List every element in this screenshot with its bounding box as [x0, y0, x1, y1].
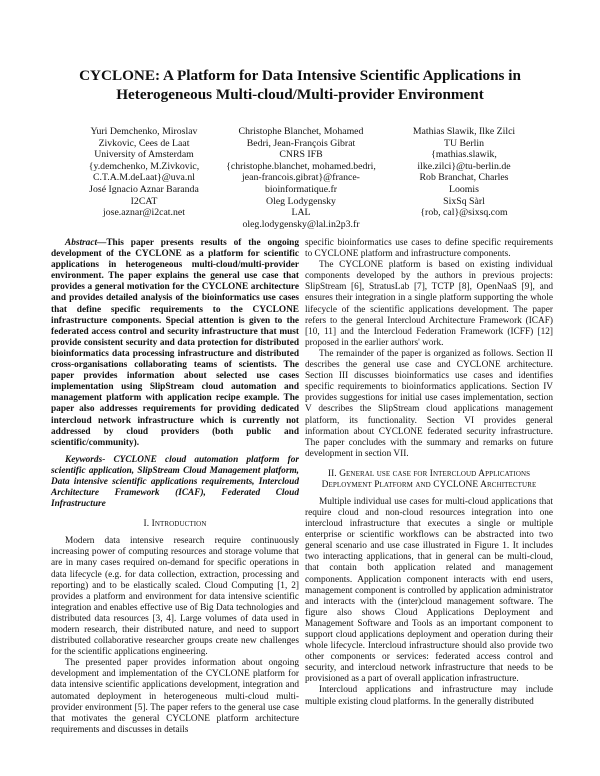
author-block-3 — [388, 126, 540, 219]
author-line: University of Amsterdam — [94, 149, 194, 161]
author-line: Zivkovic, Cees de Laat — [98, 137, 190, 149]
author-line: Loomis — [449, 183, 479, 195]
author-block-2 — [218, 126, 384, 230]
author-line: TU Berlin — [444, 137, 484, 149]
author-line: LAL — [291, 207, 311, 219]
abstract — [51, 238, 299, 449]
author-line: Oleg Lodygensky — [266, 195, 336, 207]
paper-title: CYCLONE: A Platform for Data Intensive Scientific Applications in Heterogeneous Multi-cloud/Multi-provider Environment — [79, 67, 521, 103]
section-heading: I. Introduction — [143, 519, 207, 530]
author-line: Bedri, Jean-François Gibrat — [246, 137, 356, 149]
author-line: {rob, cal}@sixsq.com — [420, 207, 508, 219]
right-column — [305, 238, 553, 708]
left-column — [51, 238, 299, 736]
author-line: bioinformatique.fr — [264, 183, 338, 195]
paragraph: Modern data intensive research require continuously increasing power of computing resources and storage volume that are in many cases required on-demand for specific operations in data lifecycle (e.g. for data collection, extraction, processing and reporting) and to be elastically scaled. Cloud Computing [1, 2] provides a platform and environment for data intensive scientific integration and enables effective use of Big Data technologies and distributed data resources [3, 4]. Large volumes of data used in modern research, their distributed nature, and need to support distributed collaborative researcher groups create new challenges for the scientific applications engineering. — [51, 536, 299, 658]
paragraph: The remainder of the paper is organized as follows. Section II describes the general use case and CYCLONE architecture. Section III discusses bioinformatics use cases and identifies specific requirements to bioinformatics applications. Section IV provides suggestions for initial use cases implementation, section V describes the SlipStream cloud applications management platform, its functionality. Section VI provides general information about CYCLONE federated security infrastructure. The paper concludes with the summary and remarks on future development in section VII. — [305, 348, 553, 459]
author-line: C.T.A.M.deLaat}@uva.nl — [93, 172, 195, 184]
author-line: SixSq Sàrl — [443, 195, 485, 207]
author-line: {y.demchenko, M.Zivkovic, — [88, 160, 200, 172]
author-line: jose.aznar@i2cat.net — [103, 207, 185, 219]
author-line: Rob Branchat, Charles — [419, 172, 509, 184]
author-line: José Ignacio Aznar Baranda — [89, 183, 199, 195]
author-line: Mathias Slawik, Ilke Zilci — [412, 126, 516, 137]
paragraph: Multiple individual use cases for multi-cloud applications that require cloud and non-cloud resources integration into one intercloud infrastructure that executes a single or multiple enterprise or scientific workflows can be abstracted into two general scenario and use case illustrated in Figure 1. It includes two interacting applications, that in general can be multi-cloud, that contain both application related and management components. Application component interacts with end users, management component is controlled by application administrator and interacts with the (inter)cloud management software. The figure also shows Cloud Applications Deployment and Management Software and Tools as an important component to support cloud applications deployment and operation during their whole lifecycle. Intercloud infrastructure should also provide two other components or services: federated access control and security, and intercloud network infrastructure that needs to be provisioned as a part of overall application infrastructure. — [305, 496, 553, 685]
author-block-1 — [64, 126, 224, 219]
author-line: oleg.lodygensky@lal.in2p3.fr — [242, 218, 360, 230]
author-line: CNRS IFB — [279, 149, 323, 161]
author-line: jean-francois.gibrat}@france- — [242, 172, 360, 184]
paragraph: The CYCLONE platform is based on existing individual components developed by the authors in previous projects: SlipStream [6], StratusLab [7], TCTP [8], OpenNaaS [9], and ensures their integration in a single platform supporting the whole lifecycle of the scientific applications development. The paper refers to the general Intercloud Architecture Framework (ICAF) [10, 11] and the Intercloud Federation Framework (ICFF) [12] proposed in the earlier authors' work. — [305, 260, 553, 348]
author-line: Yuri Demchenko, Miroslav — [90, 126, 198, 137]
section-heading: II. General use case for Intercloud Applications Deployment Platform and CYCLONE Architecture — [321, 468, 537, 490]
author-line: {christophe.blanchet, mohamed.bedri, — [226, 160, 376, 172]
author-line: I2CAT — [130, 195, 158, 207]
abstract-label: Abstract — [65, 238, 98, 248]
author-line: Christophe Blanchet, Mohamed — [238, 126, 364, 137]
paragraph: The presented paper provides information about ongoing development and implementation of the CYCLONE platform for data intensive scientific applications development, integration and automated deployment in heterogeneous multi-cloud multi-provider environment [5]. The paper refers to the general use case that motivates the general CYCLONE platform architecture requirements and discusses in details — [51, 658, 299, 735]
author-line: ilke.zilci}@tu-berlin.de — [417, 160, 511, 172]
abstract-text: —This paper presents results of the ongoing development of the CYCLONE as a platform for scientific applications in heterogeneous multi-cloud/multi-provider environment. The paper explains the general use case that provides a general motivation for the CYCLONE architecture and provides detailed analysis of the bioinformatics use cases that define specific requirements to the CYCLONE infrastructure components. Special attention is given to the federated access control and security infrastructure that must provide consistent security and data protection for distributed bioinformatics data processing infrastructure and distributed cross-organisations collaborating teams of scientists. The paper provides information about selected use cases implementation using SlipStream cloud automation and management platform with application recipe example. The paper also addresses requirements for providing dedicated intercloud network infrastructure which is currently not addressed by cloud providers (both public and scientific/community). — [51, 238, 299, 448]
author-line: {mathias.slawik, — [431, 149, 497, 161]
paragraph: Intercloud applications and infrastructure may include multiple existing cloud platforms. In the generally distributed — [305, 685, 553, 707]
keywords: Keywords- CYCLONE cloud automation platform for scientific application, SlipStream Cloud Management platform, Data intensive scientific applications requirements, Intercloud Architecture Framework (ICAF), Federated Cloud Infrastructure — [51, 454, 299, 510]
paragraph: specific bioinformatics use cases to define specific requirements to CYCLONE platform and infrastructure components. — [305, 238, 553, 260]
